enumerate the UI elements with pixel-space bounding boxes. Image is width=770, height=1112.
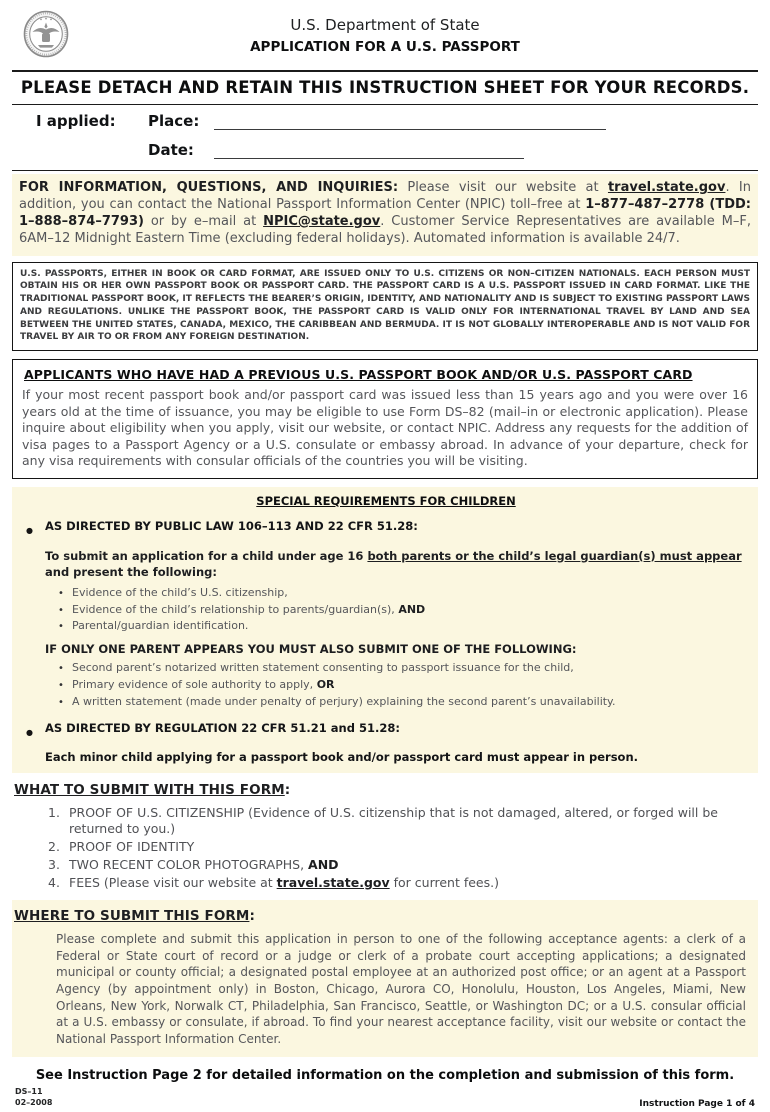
date-blank-line [214, 143, 524, 159]
document-header [12, 8, 758, 70]
where-to-submit-heading [14, 908, 746, 924]
item-number: 1. [48, 804, 60, 820]
form-title: APPLICATION FOR A U.S. PASSPORT [250, 39, 520, 55]
form-revision: 02–2008 [15, 1098, 53, 1107]
text-segment: or by e–mail at [143, 213, 264, 229]
text-segment: both parents or the child’s legal guardian(s) must appear [367, 548, 742, 563]
present-item-text [72, 618, 248, 635]
date-row [36, 141, 758, 159]
text-segment: WHAT TO SUBMIT WITH THIS FORM [14, 781, 285, 798]
text-segment: and present the following: [45, 564, 217, 579]
item-number: 3. [48, 856, 60, 872]
present-item-row [45, 602, 746, 619]
text-segment: PROOF OF U.S. CITIZENSHIP (Evidence of U.S. citizenship that is not damaged, altered, or forged will be returned to you.) [69, 804, 718, 837]
text-segment: PROOF OF IDENTITY [69, 839, 195, 855]
place-blank-line [214, 114, 606, 130]
text-segment: for current fees.) [389, 874, 499, 890]
text-segment: . Customer Service Representatives are available M–F, 6AM–12 Midnight Eastern Time (excluding federal holidays). Automated information is available 24/7. [19, 213, 751, 246]
information-inquiries-box [12, 174, 758, 256]
text-segment: WHERE TO SUBMIT THIS FORM [14, 908, 250, 925]
text-segment: : [284, 781, 291, 798]
one-parent-item-row [45, 677, 746, 694]
present-item-row [45, 618, 746, 635]
document-footer [12, 1087, 758, 1112]
text-segment: Evidence of the child’s relationship to parents/guardian(s), [72, 602, 399, 616]
text-segment: OR [316, 678, 335, 692]
date-label: Date: [148, 141, 194, 159]
one-parent-item-text [72, 660, 574, 677]
text-segment: Please visit our website at [398, 180, 608, 195]
bullet-icon [58, 677, 72, 694]
text-segment: AND [398, 602, 426, 616]
children-section-heading: SPECIAL REQUIREMENTS FOR CHILDREN [256, 493, 516, 508]
item-text [69, 805, 750, 839]
detach-notice: PLEASE DETACH AND RETAIN THIS INSTRUCTION SHEET FOR YOUR RECORDS. [20, 78, 750, 97]
public-law-heading: AS DIRECTED BY PUBLIC LAW 106–113 AND 22 CFR 51.28: [45, 518, 418, 533]
submit-item-row [48, 857, 750, 874]
regulation-bullet-row [26, 721, 746, 741]
one-parent-item-row [45, 694, 746, 711]
bullet-icon [58, 602, 72, 619]
form-number-block [15, 1087, 52, 1109]
text-segment: . In addition, you can contact the National Passport Information Center (NPIC) toll–free at [19, 180, 751, 212]
seal-graphic [22, 9, 70, 59]
tdd-phone-number: (TDD: 1–888–874–7793) [19, 196, 752, 229]
text-segment: AND [308, 856, 339, 872]
bullet-icon [58, 585, 72, 602]
public-law-body [26, 548, 746, 711]
text-segment: : [249, 908, 255, 925]
one-parent-item-text [72, 694, 616, 711]
under-16-intro [45, 548, 746, 580]
bullet-icon [26, 721, 45, 741]
item-text [69, 839, 194, 856]
place-row [36, 112, 758, 130]
information-paragraph [19, 180, 751, 248]
see-instruction-note: See Instruction Page 2 for detailed information on the completion and submission of this form. [35, 1068, 735, 1084]
item-text [69, 875, 499, 892]
travel-state-gov-link[interactable]: travel.state.gov [607, 180, 726, 195]
item-text [69, 857, 339, 874]
text-segment: FEES (Please visit our website at [69, 874, 277, 890]
text-segment: TWO RECENT COLOR PHOTOGRAPHS, [69, 856, 309, 872]
regulation-heading: AS DIRECTED BY REGULATION 22 CFR 51.21 and 51.28: [45, 720, 400, 735]
page-indicator: Instruction Page 1 of 4 [639, 1098, 755, 1109]
text-segment: Second parent’s notarized written statement consenting to passport issuance for the child, [72, 661, 574, 675]
present-item-row [45, 585, 746, 602]
one-parent-item-row [45, 660, 746, 677]
submit-item-row [48, 805, 750, 839]
text-segment: A written statement (made under penalty of perjury) explaining the second parent’s unavailability. [72, 694, 616, 708]
what-to-submit-heading [14, 782, 756, 798]
submit-items-list [14, 805, 756, 892]
bullet-icon [58, 694, 72, 711]
place-label: Place: [148, 112, 200, 130]
header-titles [12, 12, 758, 55]
children-requirements-section [12, 487, 758, 773]
one-parent-item-text [72, 677, 335, 694]
i-applied-label: I applied: [36, 112, 116, 130]
text-segment: To submit an application for a child under age 16 [45, 548, 368, 563]
form-number: DS–11 [15, 1087, 43, 1097]
npic-phone-number: 1–877–487–2778 [585, 196, 705, 212]
where-to-submit-body: Please complete and submit this application in person to one of the following acceptance agents: a clerk of a Federal or State court of record or a judge or clerk of a probate court accepting applications; a designated municipal or county official; a designated postal employee at an authorized post office; or an agent at a Passport Agency (by appointment only) in Boston, Chicago, Aurora CO, Honolulu, Houston, Los Angeles, Miami, New Orleans, New York, Norwalk CT, Philadelphia, San Francisco, Seattle, or Washington DC; or a U.S. consular official at a U.S. embassy or consulate, if abroad. To find your nearest acceptance facility, visit our website or contact the National Passport Information Center. [56, 932, 746, 1046]
previous-passport-heading: APPLICANTS WHO HAVE HAD A PREVIOUS U.S. PASSPORT BOOK AND/OR U.S. PASSPORT CARD [24, 367, 693, 383]
applied-section [12, 105, 758, 170]
bullet-icon [58, 660, 72, 677]
regulation-block [26, 721, 746, 764]
where-to-submit-section [12, 900, 758, 1057]
passport-card-notice-text: U.S. PASSPORTS, EITHER IN BOOK OR CARD FORMAT, ARE ISSUED ONLY TO U.S. CITIZENS OR NON–CITIZEN NATIONALS. EACH PERSON MUST OBTAIN HIS OR HER OWN PASSPORT BOOK OR PASSPORT CARD. THE PASSPORT CARD IS A U.S. PASSPORT ISSUED IN CARD FORMAT. LIKE THE TRADITIONAL PASSPORT BOOK, IT REFLECTS THE BEARER’S ORIGIN, IDENTITY, AND NATIONALITY AND IS SUBJECT TO EXISTING PASSPORT LAWS AND REGULATIONS. UNLIKE THE PASSPORT BOOK, THE PASSPORT CARD IS VALID ONLY FOR INTERNATIONAL TRAVEL BY LAND AND SEA BETWEEN THE UNITED STATES, CANADA, MEXICO, THE CARIBBEAN AND BERMUDA. IT IS NOT GLOBALLY INTEROPERABLE AND IS NOT VALID FOR TRAVEL BY AIR TO OR FROM ANY FOREIGN DESTINATION. [20, 268, 750, 343]
info-lead-label: FOR INFORMATION, QUESTIONS, AND INQUIRIES: [19, 180, 399, 195]
submit-item-row [48, 839, 750, 856]
text-segment: Evidence of the child’s U.S. citizenship, [72, 585, 288, 599]
bullet-icon [58, 618, 72, 635]
state-department-seal-icon [22, 9, 70, 59]
present-item-text [72, 585, 288, 602]
what-to-submit-section [12, 773, 758, 896]
divider [12, 170, 758, 171]
previous-passport-box [12, 359, 758, 479]
bullet-icon [26, 519, 45, 539]
item-number: 2. [48, 839, 60, 855]
minor-in-person-note: Each minor child applying for a passport book and/or passport card must appear in person. [45, 749, 639, 764]
submit-item-row [48, 875, 750, 892]
text-segment: Primary evidence of sole authority to apply, [72, 678, 317, 692]
npic-email-link[interactable]: NPIC@state.gov [263, 213, 381, 229]
text-segment: Parental/guardian identification. [72, 619, 249, 633]
one-parent-heading: IF ONLY ONE PARENT APPEARS YOU MUST ALSO SUBMIT ONE OF THE FOLLOWING: [45, 642, 577, 657]
previous-passport-body: If your most recent passport book and/or passport card was issued less than 15 years ago and you were over 16 years old at the time of issuance, you may be eligible to use Form DS–82 (mail–in or electronic application). Please inquire about eligibility when you apply, visit our website, or contact NPIC. Address any requests for the addition of visa pages to a Passport Agency or a U.S. consulate or embassy abroad. In advance of your departure, check for any visa requirements with consular officials of the countries you will be visiting. [22, 387, 748, 469]
passport-card-notice-box [12, 262, 758, 352]
public-law-bullet-row [26, 519, 746, 539]
present-item-text [72, 602, 425, 619]
travel-state-gov-link[interactable]: travel.state.gov [276, 874, 390, 890]
item-number: 4. [48, 874, 60, 890]
agency-name: U.S. Department of State [290, 16, 480, 34]
